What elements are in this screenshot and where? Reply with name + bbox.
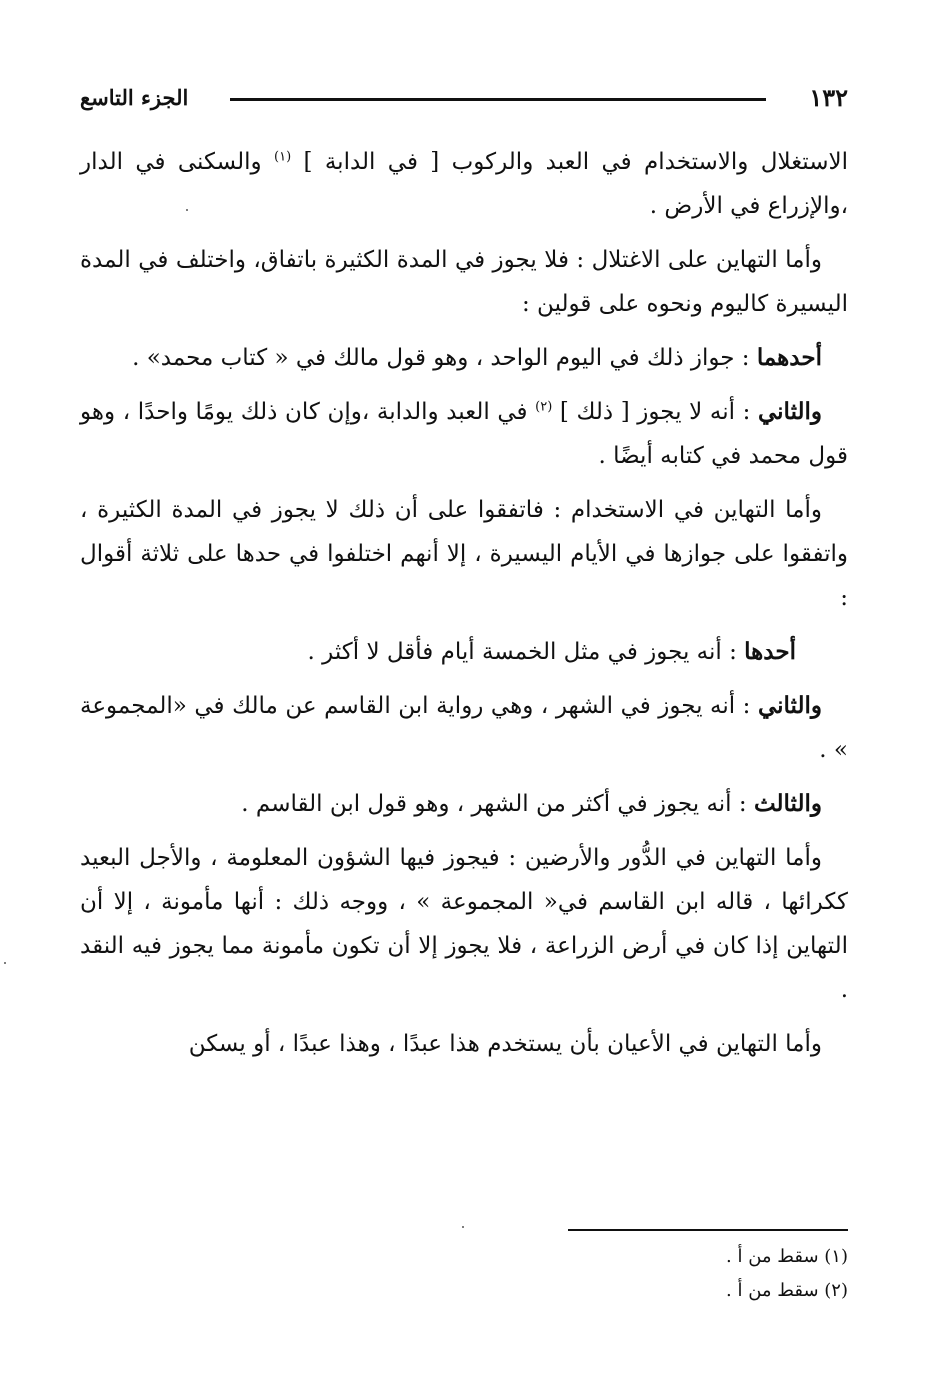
paragraph (80, 140, 848, 228)
paragraph-text: وأما التهاين على الاغتلال : فلا يجوز في المدة الكثيرة باتفاق، واختلف في المدة اليسيرة كاليوم ونحوه على قولين : (80, 247, 848, 317)
footnote-reference: (١) (274, 149, 292, 165)
page-header (80, 78, 848, 118)
paragraph (80, 630, 848, 674)
running-title: الجزء التاسع (80, 85, 189, 110)
footnote-reference: (٢) (535, 399, 553, 415)
paragraph (80, 238, 848, 326)
paragraph (80, 336, 848, 380)
paragraph-text: والسكنى في الدار ،والإزراع في الأرض . (80, 149, 848, 219)
paragraph-text: وأما التهاين في الاستخدام : فاتفقوا على أن ذلك لا يجوز في المدة الكثيرة ، واتفقوا على جوازها في الأيام اليسيرة ، إلا أنهم اختلفوا في حدها على ثلاثة أقوال : (80, 497, 848, 611)
paragraph-lead: والثاني (757, 692, 822, 719)
paragraph-text: : أنه لا يجوز [ ذلك ] (552, 399, 758, 425)
paragraph-lead: والثاني (757, 398, 823, 425)
paragraph-text: وأما التهاين في الدُّور والأرضين : فيجوز فيها الشؤون المعلومة ، والأجل البعيد ككرائها ، قاله ابن القاسم في« المجموعة » ، ووجه ذلك : أنها مأمونة ، إلا أن التهاين إذا كان في أرض الزراعة ، فلا يجوز إلا أن تكون مأمونة مما يجوز فيه النقد . (80, 845, 848, 1003)
paragraph-text: : جواز ذلك في اليوم الواحد ، وهو قول مالك في « كتاب محمد» . (132, 345, 757, 371)
footnote-separator (568, 1229, 848, 1231)
paragraph-text: : أنه يجوز في مثل الخمسة أيام فأقل لا أكثر . (307, 639, 745, 665)
footnote: (٢) سقط من أ . (726, 1280, 848, 1301)
paragraph (80, 488, 848, 620)
paragraph-lead: أحدهما (756, 344, 822, 371)
paragraph-text: في العبد والدابة ،وإن كان ذلك يومًا واحدًا ، وهو قول محمد في كتابه أيضًا . (80, 399, 848, 469)
paragraph-lead: والثالث (753, 790, 822, 817)
scan-speck (462, 1226, 464, 1228)
paragraph (80, 390, 848, 478)
footnote: (١) سقط من أ . (726, 1246, 848, 1267)
header-rule (230, 98, 766, 101)
paragraph-text: : أنه يجوز في أكثر من الشهر ، وهو قول ابن القاسم . (241, 791, 754, 817)
scan-speck (4, 962, 6, 964)
paragraph-text: : أنه يجوز في الشهر ، وهي رواية ابن القاسم عن مالك في «المجموعة » . (80, 693, 848, 763)
paragraph (80, 782, 848, 826)
paragraph-text: الاستغلال والاستخدام في العبد والركوب [ في الدابة ] (291, 149, 849, 175)
paragraph (80, 1022, 848, 1066)
page-number: ١٣٢ (809, 83, 848, 112)
main-text (80, 140, 848, 1076)
paragraph-lead: أحدها (744, 638, 796, 665)
paragraph (80, 836, 848, 1012)
scan-speck (186, 209, 188, 211)
paragraph-text: وأما التهاين في الأعيان بأن يستخدم هذا عبدًا ، وهذا عبدًا ، أو يسكن (188, 1031, 822, 1057)
paragraph (80, 684, 848, 772)
footnotes (400, 1240, 848, 1308)
